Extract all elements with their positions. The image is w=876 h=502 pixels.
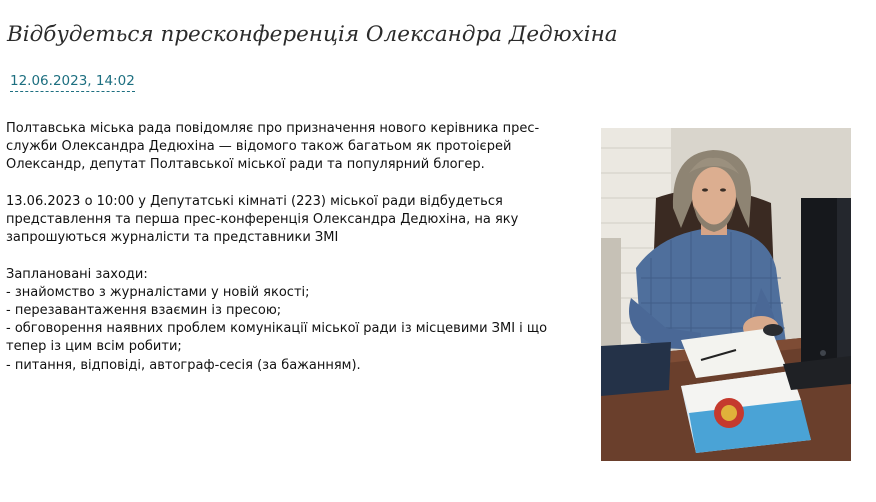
photo-illustration [601,128,851,461]
article-body [6,120,586,393]
article-date-link[interactable]: 12.06.2023, 14:02 [10,72,135,92]
article-paragraph: 13.06.2023 о 10:00 у Депутатські кімнаті (223) міської ради відбудеться представлення та перша прес-конференція Олександра Дедюхіна, на яку запрошуються журналісти та представники ЗМІ [6,193,519,246]
photo-mouse [763,324,783,336]
article-photo [601,128,851,461]
article-paragraph: Заплановані заходи: - знайомство з журналістами у новій якості; - перезавантаження взаємин із пресою; - обговорення наявних проблем комунікації міської ради із місцевими ЗМІ і що тепер із цим всім робити; - питання, відповіді, автограф-сесія (за бажанням). [6,266,548,373]
article-title: Відбудеться пресконференція Олександра Дедюхіна [7,22,618,47]
photo-folder [601,342,671,396]
article-paragraph: Полтавська міська рада повідомляє про призначення нового керівника прес- служби Олександра Дедюхіна — відомого також багатьом як протоієрей Олександр, депутат Полтавської міської ради та популярний блогер. [6,121,540,173]
